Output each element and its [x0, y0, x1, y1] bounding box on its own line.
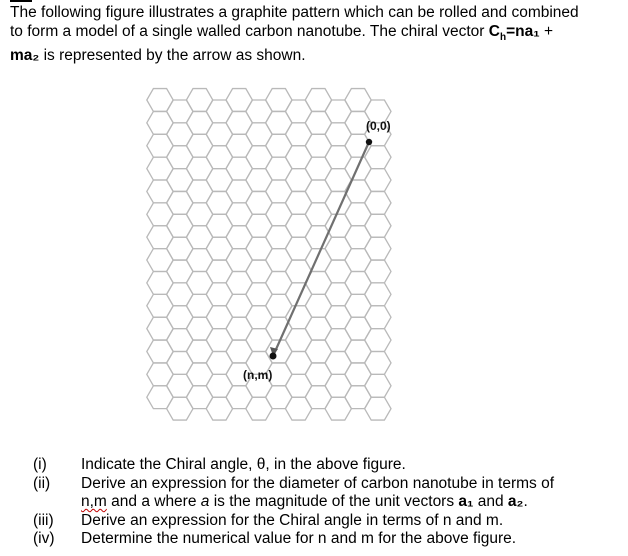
intro-line-3-text: is represented by the arrow as shown. [39, 47, 306, 65]
origin-label: (0,0) [366, 119, 391, 133]
question-text: Determine the numerical value for n and m for the above figure. [81, 530, 517, 547]
hexagon-cell [365, 374, 391, 397]
intro-line-1: The following figure illustrates a graphite pattern which can be rolled and combined [10, 4, 579, 21]
end-point [270, 353, 277, 360]
question-number: (iii) [33, 511, 54, 529]
question-iv [33, 530, 613, 549]
a1-symbol: a₁ [458, 493, 474, 510]
question-number: (ii) [33, 474, 51, 492]
question-text: Derive an expression for the Chiral angle in terms of n and m. [81, 511, 504, 529]
question-ii-continuation: n,m and a where a is the magnitude of the unit vectors a₁ and a₂. [81, 493, 528, 510]
question-iii [33, 512, 613, 531]
hexagon-cell [365, 306, 391, 329]
hexagon-cell [365, 214, 391, 237]
a2-symbol: a₂ [507, 493, 524, 510]
end-label: (n,m) [243, 368, 273, 382]
hexagon-cell [365, 260, 391, 283]
italic-a: a [200, 493, 210, 510]
hexagon-cell [365, 329, 391, 352]
hexagon-cell [365, 283, 391, 306]
question-text: Derive an expression for the diameter of carbon nanotube in terms of [81, 474, 555, 492]
hexagon-cell [365, 351, 391, 374]
question-ii [33, 475, 613, 494]
intro-line-2-text: to form a model of a single walled carbon nanotube. The chiral vector [10, 22, 489, 40]
ma2-symbol: ma₂ [10, 47, 40, 65]
question-i [33, 456, 613, 475]
question-number: (i) [33, 456, 47, 473]
hexagon-cell [365, 237, 391, 260]
question-number: (iv) [33, 530, 55, 547]
chiral-vector-symbol: $C_h=na_1$ [488, 22, 540, 43]
questions-list [33, 456, 613, 549]
hexagon-cell [365, 169, 391, 192]
origin-point [366, 139, 372, 145]
hexagon-cell [365, 146, 391, 169]
spellcheck-word: n,m [81, 493, 107, 510]
hexagon-cell [365, 191, 391, 214]
question-text: Indicate the Chiral angle, θ, in the above figure. [81, 456, 406, 473]
hexagon-cell [365, 397, 391, 420]
intro-plus: + [539, 22, 553, 40]
